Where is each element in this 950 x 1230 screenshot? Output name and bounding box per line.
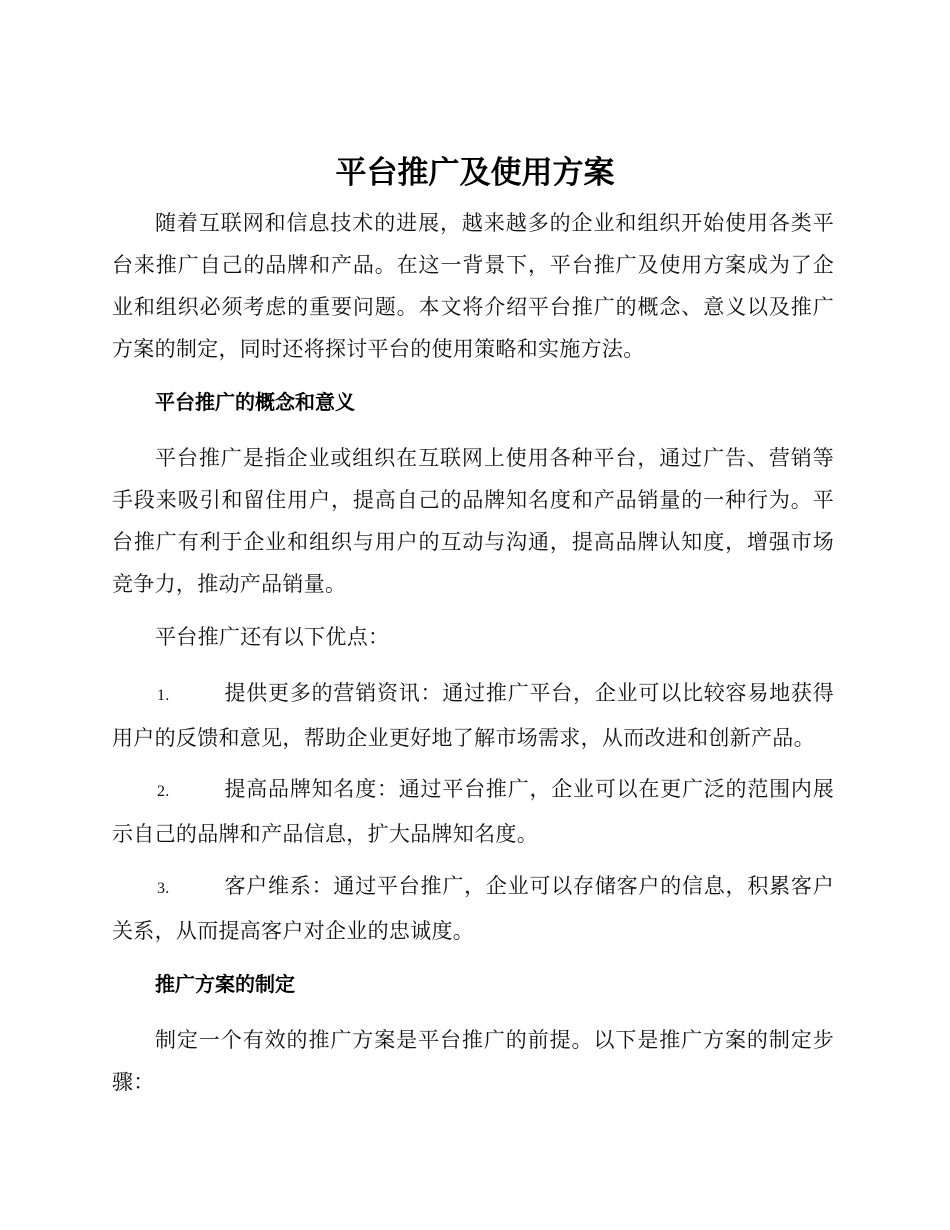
intro-paragraph: 随着互联网和信息技术的进展，越来越多的企业和组织开始使用各类平台来推广自己的品牌和产品。在这一背景下，平台推广及使用方案成为了企业和组织必须考虑的重要问题。本文将介绍平台推广的概念、意义以及推广方案的制定，同时还将探讨平台的使用策略和实施方法。	[112, 211, 834, 361]
section-heading-plan: 推广方案的制定	[155, 972, 295, 996]
section-heading-concept: 平台推广的概念和意义	[155, 390, 355, 414]
document-title: 平台推广及使用方案	[335, 155, 615, 191]
advantages-intro-paragraph: 平台推广还有以下优点：	[155, 625, 390, 649]
plan-paragraph: 制定一个有效的推广方案是平台推广的前提。以下是推广方案的制定步骤：	[112, 1028, 834, 1094]
list-item-number: 2.	[157, 783, 170, 800]
list-item-number: 3.	[157, 880, 170, 897]
list-item	[112, 865, 834, 952]
list-item-text: 客户维系：通过平台推广，企业可以存储客户的信息，积累客户关系，从而提高客户对企业的忠诚度。	[112, 874, 834, 943]
list-item	[112, 768, 834, 855]
concept-paragraph: 平台推广是指企业或组织在互联网上使用各种平台，通过广告、营销等手段来吸引和留住用户，提高自己的品牌知名度和产品销量的一种行为。平台推广有利于企业和组织与用户的互动与沟通，提高品牌认知度，增强市场竞争力，推动产品销量。	[112, 446, 834, 596]
list-item	[112, 672, 834, 759]
list-item-number: 1.	[157, 687, 170, 704]
list-item-text: 提供更多的营销资讯：通过推广平台，企业可以比较容易地获得用户的反馈和意见，帮助企业更好地了解市场需求，从而改进和创新产品。	[112, 681, 834, 750]
list-item-text: 提高品牌知名度：通过平台推广，企业可以在更广泛的范围内展示自己的品牌和产品信息，扩大品牌知名度。	[112, 777, 834, 846]
